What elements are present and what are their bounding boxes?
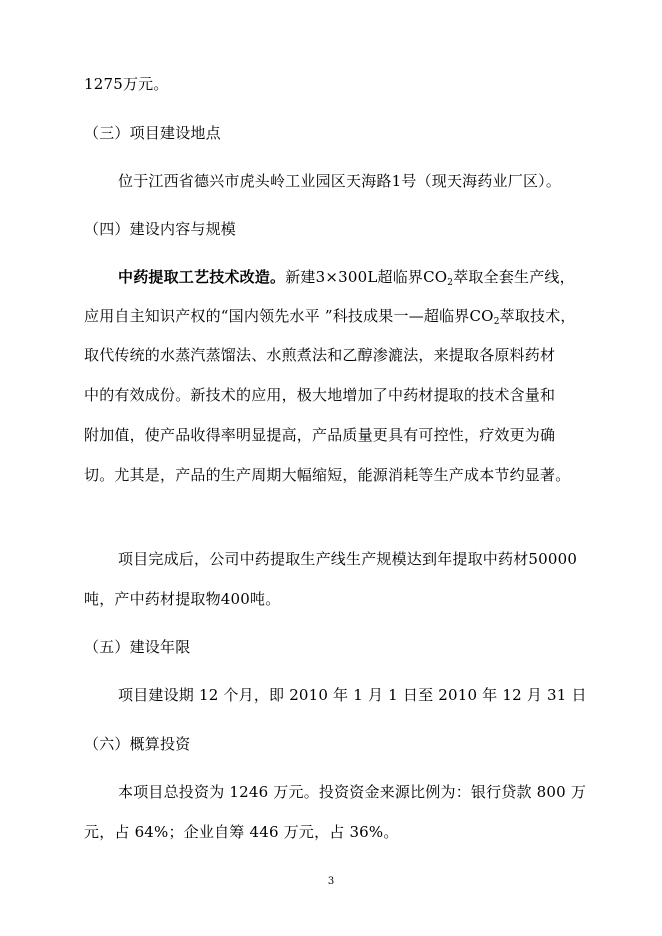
text-line: 项目完成后，公司中药提取生产线生产规模达到年提取中药材50000 [118,550,578,568]
text-line: 1275万元。 [84,75,169,93]
text-span: 萃取全套生产线， [453,268,575,286]
subscript: 2 [447,278,454,288]
section-heading-6: （六）概算投资 [84,735,191,753]
text-line [118,267,618,287]
section-heading-5: （五）建设年限 [84,638,191,656]
text-line: 中的有效成份。新技术的应用，极大地增加了中药材提取的技术含量和 [84,386,556,404]
text-line: 元，占 64%；企业自筹 446 万元，占 36%。 [84,823,399,841]
text-line: 本项目总投资为 1246 万元。投资资金来源比例为：银行贷款 800 万 [118,783,587,801]
text-line: 切。尤其是，产品的生产周期大幅缩短，能源消耗等生产成本节约显著。 [84,466,571,484]
bold-lead: 中药提取工艺技术改造。 [118,268,286,286]
text-span: 萃取技术， [499,307,576,325]
period-paragraph: 项目建设期 12 个月，即 2010 年 1 月 1 日至 2010 年 12 月 31 日 [118,686,587,704]
location-paragraph: 位于江西省德兴市虎头岭工业园区天海路1号（现天海药业厂区）。 [118,172,562,190]
text-line: 吨，产中药材提取物400吨。 [84,590,281,608]
text-line [84,306,584,326]
subscript: 2 [493,317,500,327]
page-number: 3 [327,876,335,887]
text-span: 新建3×300L超临界CO [285,268,448,286]
section-heading-3: （三）项目建设地点 [84,124,221,142]
section-heading-4: （四）建设内容与规模 [84,220,237,238]
text-line: 附加值，使产品收得率明显提高，产品质量更具有可控性，疗效更为确 [84,426,556,444]
text-span: 应用自主知识产权的“国内领先水平 ”科技成果一—超临界CO [84,307,494,325]
text-line: 取代传统的水蒸汽蒸馏法、水煎煮法和乙醇渗漉法，来提取各原料药材 [84,346,556,364]
